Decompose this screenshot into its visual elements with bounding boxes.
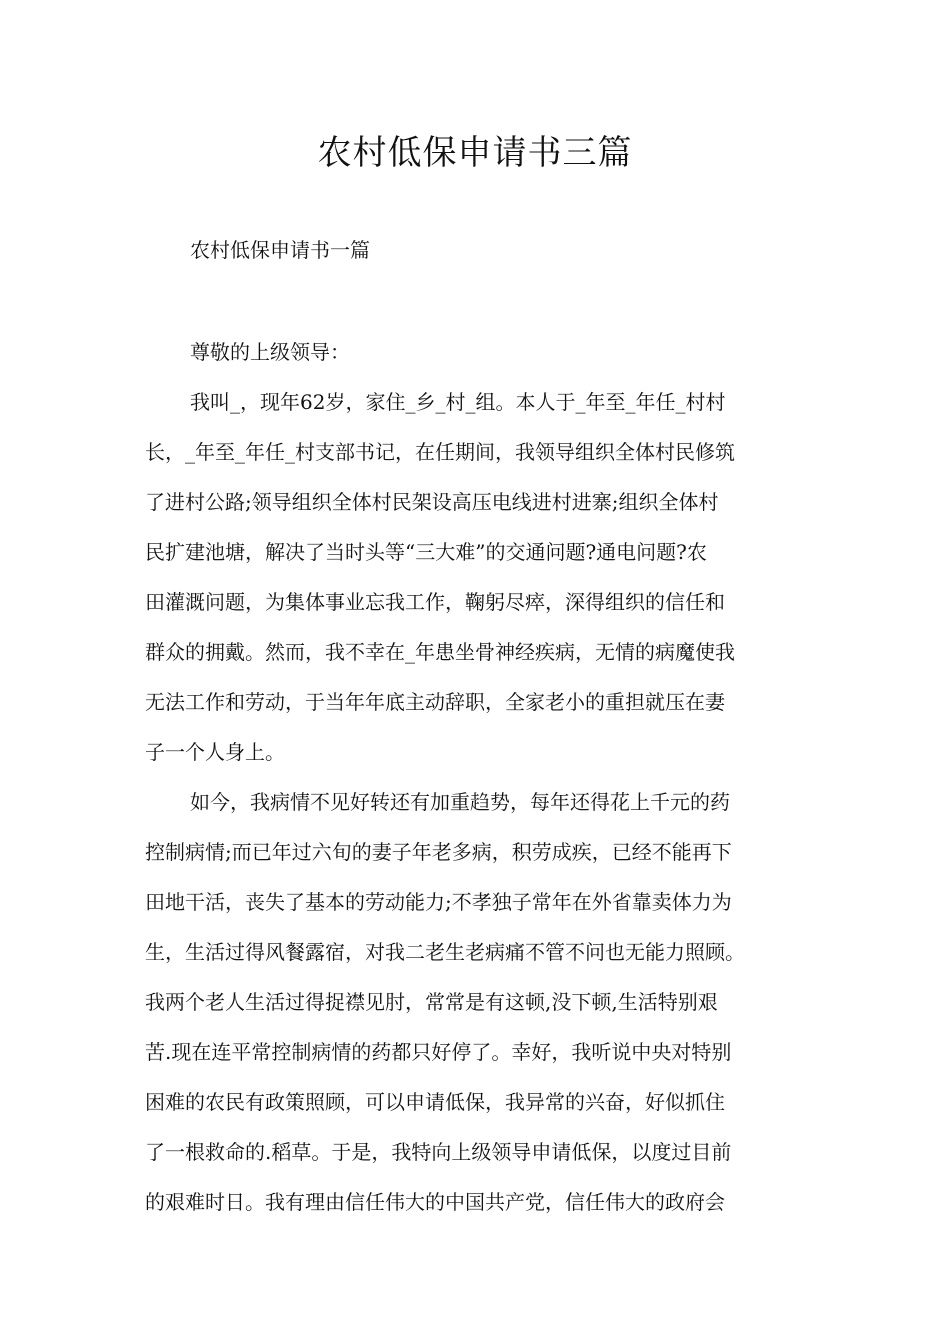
paragraph-1 (145, 377, 810, 777)
paragraph-line: 苦.现在连平常控制病情的药都只好停了。幸好，我听说中央对特别 (145, 1040, 732, 1064)
paragraph-line: 了进村公路;领导组织全体村民架设高压电线进村进寨;组织全体村 (145, 490, 719, 514)
paragraph-line: 如今，我病情不见好转还有加重趋势，每年还得花上千元的药 (190, 790, 730, 814)
paragraph-line: 田地干活，丧失了基本的劳动能力;不孝独子常年在外省靠卖体力为 (145, 890, 732, 914)
salutation: 尊敬的上级领导： (190, 340, 350, 364)
paragraph-line: 我叫_，现年62岁，家住_乡_村_组。本人于_年至_年任_村村 (190, 390, 726, 414)
paragraph-line: 控制病情;而已年过六旬的妻子年老多病，积劳成疾，已经不能再下 (145, 840, 732, 864)
document-title: 农村低保申请书三篇 (317, 133, 633, 173)
paragraph-line: 长，_年至_年任_村支部书记，在任期间，我领导组织全体村民修筑 (145, 440, 735, 464)
paragraph-line: 群众的拥戴。然而，我不幸在_年患坐骨神经疾病，无情的病魔使我 (145, 640, 735, 664)
paragraph-line: 田灌溉问题，为集体事业忘我工作，鞠躬尽瘁，深得组织的信任和 (145, 590, 725, 614)
paragraph-2 (145, 777, 810, 1227)
paragraph-line: 子一个人身上。 (145, 740, 285, 764)
paragraph-line: 的艰难时日。我有理由信任伟大的中国共产党，信任伟大的政府会 (145, 1190, 725, 1214)
paragraph-line: 困难的农民有政策照顾，可以申请低保，我异常的兴奋，好似抓住 (145, 1090, 725, 1114)
paragraph-line: 了一根救命的.稻草。于是，我特向上级领导申请低保，以度过目前 (145, 1140, 732, 1164)
body-text (145, 377, 810, 1227)
section-subtitle: 农村低保申请书一篇 (190, 238, 370, 262)
paragraph-line: 我两个老人生活过得捉襟见肘，常常是有这顿,没下顿,生活特别艰 (145, 990, 718, 1014)
paragraph-line: 民扩建池塘，解决了当时头等“三大难”的交通问题?通电问题?农 (145, 540, 707, 564)
paragraph-line: 生，生活过得风餐露宿，对我二老生老病痛不管不问也无能力照顾。 (145, 940, 745, 964)
paragraph-line: 无法工作和劳动，于当年年底主动辞职，全家老小的重担就压在妻 (145, 690, 725, 714)
